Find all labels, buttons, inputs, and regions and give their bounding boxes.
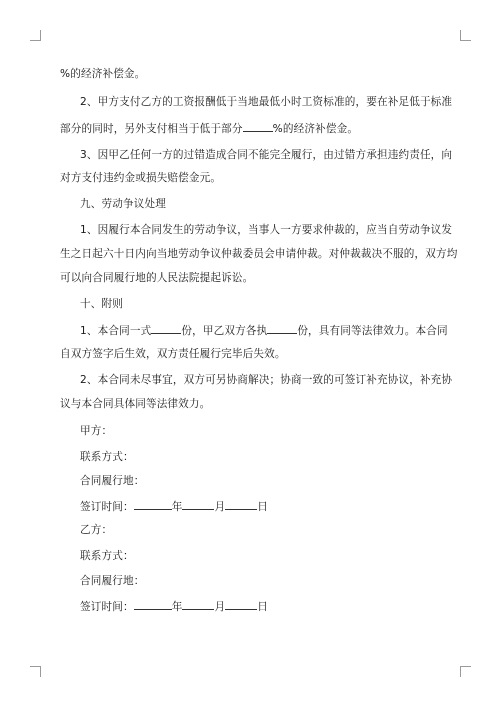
party-a-label: 甲方：	[80, 425, 113, 437]
party-b-place: 合同履行地：	[80, 575, 145, 587]
paragraph-line: %的经济补偿金。	[60, 68, 146, 80]
paragraph-line: 3、因甲乙任何一方的过错造成合同不能完全履行，由过错方承担违约责任，向	[80, 149, 453, 161]
paragraph-line: 议与本合同具体同等法律效力。	[60, 398, 211, 410]
year-blank[interactable]	[134, 600, 172, 610]
paragraph-line: 自双方签字后生效，双方责任履行完毕后失效。	[60, 348, 286, 360]
paragraph-line: 可以向合同履行地的人民法院提起诉讼。	[60, 272, 254, 284]
day-blank[interactable]	[225, 500, 257, 510]
paragraph-line: 1、因履行本合同发生的劳动争议，当事人一方要求仲裁的，应当自劳动争议发	[80, 224, 453, 236]
page-corner-mark	[30, 30, 41, 41]
fill-blank[interactable]	[243, 122, 273, 132]
party-a-place: 合同履行地：	[80, 475, 145, 487]
paragraph-line: 1、本合同一式 份，甲乙双方各执 份，具有同等法律效力。本合同	[80, 325, 448, 337]
section-heading: 九、劳动争议处理	[80, 198, 166, 210]
paragraph-line: 2、本合同未尽事宜，双方可另协商解决；协商一致的可签订补充协议，补充协	[80, 374, 453, 386]
month-blank[interactable]	[182, 500, 214, 510]
fill-blank[interactable]	[267, 324, 297, 334]
party-b-contact: 联系方式：	[80, 550, 134, 562]
paragraph-line: 生之日起六十日内向当地劳动争议仲裁委员会申请仲裁。对仲裁裁决不服的，双方均	[60, 248, 458, 260]
day-blank[interactable]	[225, 600, 257, 610]
paragraph-line: 部分的同时，另外支付相当于低于部分 %的经济补偿金。	[60, 123, 359, 135]
section-heading: 十、附则	[80, 298, 123, 310]
paragraph-line: 对方支付违约金或损失赔偿金元。	[60, 172, 222, 184]
party-a-contact: 联系方式：	[80, 451, 134, 463]
year-blank[interactable]	[134, 500, 172, 510]
party-b-label: 乙方：	[80, 524, 113, 536]
page-corner-mark	[30, 666, 41, 677]
party-b-date: 签订时间： 年 月 日	[80, 601, 268, 613]
paragraph-line: 2、甲方支付乙方的工资报酬低于当地最低小时工资标准的，要在补足低于标准	[80, 96, 453, 108]
fill-blank[interactable]	[151, 324, 181, 334]
page-corner-mark	[460, 30, 471, 41]
month-blank[interactable]	[182, 600, 214, 610]
page-corner-mark	[460, 666, 471, 677]
party-a-date: 签订时间： 年 月 日	[80, 501, 268, 513]
